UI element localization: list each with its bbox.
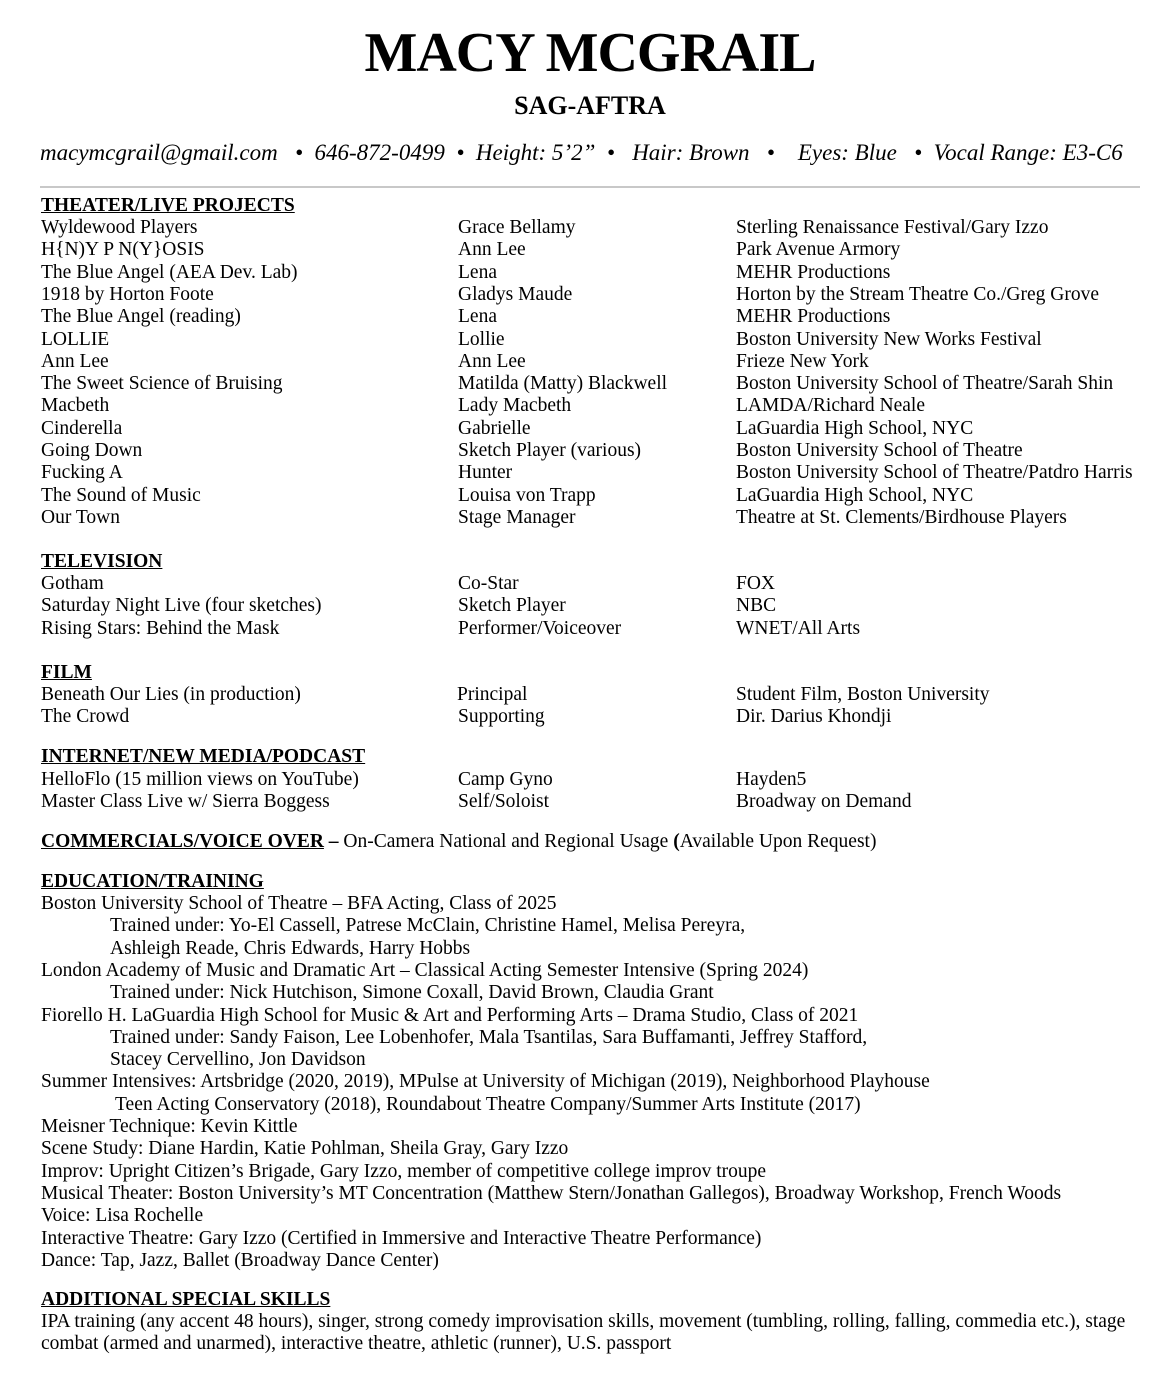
union-affiliation: SAG-AFTRA	[514, 91, 666, 120]
credit-row	[0, 373, 1166, 395]
education-line: Musical Theater: Boston University’s MT Concentration (Matthew Stern/Jonathan Gallegos), Broadway Workshop, French Woods	[41, 1182, 1062, 1204]
credit-role: Performer/Voiceover	[458, 617, 622, 639]
credit-role: Ann Lee	[458, 239, 526, 261]
credit-project: Going Down	[41, 440, 143, 461]
credit-project: Cinderella	[41, 417, 123, 439]
credit-project: The Sweet Science of Bruising	[41, 373, 283, 395]
credit-row	[0, 595, 1166, 617]
credit-project: Saturday Night Live (four sketches)	[41, 595, 322, 617]
credit-role: Louisa von Trapp	[458, 484, 596, 506]
education-heading: EDUCATION/TRAINING	[41, 871, 264, 892]
education-line: Teen Acting Conservatory (2018), Roundabout Theatre Company/Summer Arts Institute (2017)	[115, 1093, 861, 1115]
credit-row	[0, 485, 1166, 507]
credit-row	[0, 262, 1166, 284]
credit-role: Stage Manager	[458, 506, 576, 528]
credit-company: Theatre at St. Clements/Birdhouse Players	[736, 506, 1067, 528]
education-line: Trained under: Sandy Faison, Lee Lobenhofer, Mala Tsantilas, Sara Buffamanti, Jeffrey Stafford,	[110, 1026, 868, 1048]
credit-project: H{N)Y P N(Y}OSIS	[41, 239, 205, 261]
credit-row	[0, 507, 1166, 529]
credit-role: Ann Lee	[458, 350, 526, 372]
credit-company: Dir. Darius Khondji	[736, 706, 892, 728]
education-line: Fiorello H. LaGuardia High School for Music & Art and Performing Arts – Drama Studio, Class of 2021	[41, 1004, 859, 1026]
credit-role: Lena	[458, 261, 497, 283]
education-line: London Academy of Music and Dramatic Art – Classical Acting Semester Intensive (Spring 2024)	[41, 959, 809, 981]
credit-project: Ann Lee	[41, 350, 109, 372]
credit-company: Hayden5	[736, 769, 807, 790]
credit-row	[0, 440, 1166, 462]
credit-project: HelloFlo (15 million views on YouTube)	[41, 769, 359, 790]
credit-role: Camp Gyno	[458, 769, 553, 790]
credit-project: The Blue Angel (AEA Dev. Lab)	[41, 261, 298, 283]
credit-project: The Sound of Music	[41, 484, 201, 506]
commercials-availability: Available Upon Request)	[679, 831, 877, 852]
credit-role: Sketch Player	[458, 595, 566, 617]
credit-role: Co-Star	[458, 573, 519, 594]
credit-row	[0, 239, 1166, 261]
credit-project: LOLLIE	[41, 328, 110, 350]
credit-project: Fucking A	[41, 462, 123, 484]
credit-project: Beneath Our Lies (in production)	[41, 684, 301, 705]
credit-row	[0, 769, 1166, 791]
education-line: Meisner Technique: Kevin Kittle	[41, 1116, 298, 1137]
credit-project: Our Town	[41, 506, 120, 528]
credit-project: Master Class Live w/ Sierra Boggess	[41, 791, 330, 813]
skills-heading: ADDITIONAL SPECIAL SKILLS	[41, 1289, 331, 1310]
education-line: Dance: Tap, Jazz, Ballet (Broadway Dance Center)	[41, 1249, 439, 1271]
credit-row	[0, 684, 1166, 706]
credit-company: Student Film, Boston University	[736, 684, 990, 705]
commercials-dash: –	[328, 831, 339, 852]
skills-line: combat (armed and unarmed), interactive theatre, athletic (runner), U.S. passport	[41, 1333, 672, 1355]
credit-company: MEHR Productions	[736, 306, 891, 328]
email-link[interactable]: macymcgrail@gmail.com	[40, 140, 278, 165]
credit-project: 1918 by Horton Foote	[41, 283, 214, 305]
credit-company: LAMDA/Richard Neale	[736, 395, 925, 417]
header-divider	[40, 186, 1140, 188]
credit-role: Supporting	[458, 706, 545, 728]
education-line: Trained under: Nick Hutchison, Simone Coxall, David Brown, Claudia Grant	[110, 982, 714, 1004]
credit-row	[0, 573, 1166, 595]
credit-row	[0, 284, 1166, 306]
contact-line: macymcgrail@gmail.com • 646-872-0499 • Height: 5’2” • Hair: Brown • Eyes: Blue • Vocal Range: E3-C6	[40, 140, 1123, 165]
hair-stat: Hair: Brown	[632, 140, 750, 165]
film-heading: FILM	[41, 662, 92, 683]
credit-row	[0, 706, 1166, 728]
credit-role: Lena	[458, 306, 497, 328]
credit-row	[0, 418, 1166, 440]
television-heading: TELEVISION	[41, 551, 163, 572]
credit-project: Wyldewood Players	[41, 217, 198, 238]
credit-row	[0, 791, 1166, 813]
credit-role: Lollie	[458, 328, 505, 350]
credit-company: MEHR Productions	[736, 261, 891, 283]
education-line: Scene Study: Diane Hardin, Katie Pohlman, Sheila Gray, Gary Izzo	[41, 1138, 569, 1160]
education-line: Interactive Theatre: Gary Izzo (Certified in Immersive and Interactive Theatre Performance)	[41, 1227, 762, 1249]
vocal-range-stat: Vocal Range: E3-C6	[933, 140, 1123, 165]
credit-row	[0, 351, 1166, 373]
credit-company: WNET/All Arts	[736, 617, 861, 639]
credit-row	[0, 329, 1166, 351]
credit-role: Lady Macbeth	[458, 395, 572, 417]
actor-name: MACY MCGRAIL	[364, 22, 816, 84]
credit-role: Principal	[457, 684, 528, 705]
credit-row	[0, 395, 1166, 417]
credit-role: Hunter	[458, 462, 513, 484]
credit-role: Grace Bellamy	[458, 217, 576, 238]
commercials-heading: COMMERCIALS/VOICE OVER	[41, 831, 324, 852]
education-line: Summer Intensives: Artsbridge (2020, 2019), MPulse at University of Michigan (2019), Neighborhood Playhouse	[41, 1071, 930, 1093]
credit-project: Macbeth	[41, 395, 110, 417]
credit-company: LaGuardia High School, NYC	[736, 417, 974, 439]
credit-company: FOX	[736, 573, 776, 594]
credit-row	[0, 306, 1166, 328]
theater-heading: THEATER/LIVE PROJECTS	[41, 195, 295, 216]
credit-role: Matilda (Matty) Blackwell	[458, 373, 668, 395]
credit-company: Frieze New York	[736, 350, 869, 372]
education-line: Trained under: Yo-El Cassell, Patrese McClain, Christine Hamel, Melisa Pereyra,	[110, 915, 746, 937]
credit-row	[0, 217, 1166, 239]
education-line: Ashleigh Reade, Chris Edwards, Harry Hobbs	[110, 937, 471, 959]
credit-company: Sterling Renaissance Festival/Gary Izzo	[736, 217, 1049, 238]
education-line: Boston University School of Theatre – BFA Acting, Class of 2025	[41, 893, 557, 914]
credit-company: Boston University New Works Festival	[736, 328, 1042, 350]
commercials-paren: (	[673, 831, 680, 852]
credit-project: Gotham	[41, 573, 104, 594]
phone-number: 646-872-0499	[314, 140, 445, 165]
credit-role: Gladys Maude	[458, 283, 573, 305]
credit-company: Park Avenue Armory	[736, 239, 901, 261]
credit-company: Horton by the Stream Theatre Co./Greg Grove	[736, 283, 1099, 305]
credit-project: The Crowd	[41, 706, 130, 728]
skills-line: IPA training (any accent 48 hours), singer, strong comedy improvisation skills, movement (tumbling, rolling, falling, commedia etc.), stage	[41, 1311, 1126, 1332]
education-line: Voice: Lisa Rochelle	[41, 1205, 204, 1227]
credit-company: Boston University School of Theatre/Sarah Shin	[736, 373, 1114, 395]
education-line: Stacey Cervellino, Jon Davidson	[110, 1049, 366, 1071]
internet-heading: INTERNET/NEW MEDIA/PODCAST	[41, 746, 366, 767]
credit-company: Boston University School of Theatre/Patdro Harris	[736, 462, 1133, 484]
credit-company: Broadway on Demand	[736, 791, 912, 813]
commercials-usage: On-Camera National and Regional Usage	[343, 831, 669, 852]
credit-row	[0, 462, 1166, 484]
credit-company: Boston University School of Theatre	[736, 440, 1023, 461]
eyes-stat: Eyes: Blue	[797, 140, 897, 165]
credit-role: Sketch Player (various)	[458, 440, 642, 461]
credit-row	[0, 618, 1166, 640]
credit-role: Gabrielle	[458, 417, 531, 439]
height-stat: Height: 5’2”	[475, 140, 596, 165]
commercials-line	[41, 831, 876, 853]
education-line: Improv: Upright Citizen’s Brigade, Gary Izzo, member of competitive college improv troupe	[41, 1160, 767, 1182]
credit-company: NBC	[736, 595, 777, 617]
credit-project: Rising Stars: Behind the Mask	[41, 617, 280, 639]
credit-company: LaGuardia High School, NYC	[736, 484, 974, 506]
credit-project: The Blue Angel (reading)	[41, 306, 241, 328]
credit-role: Self/Soloist	[458, 791, 550, 813]
